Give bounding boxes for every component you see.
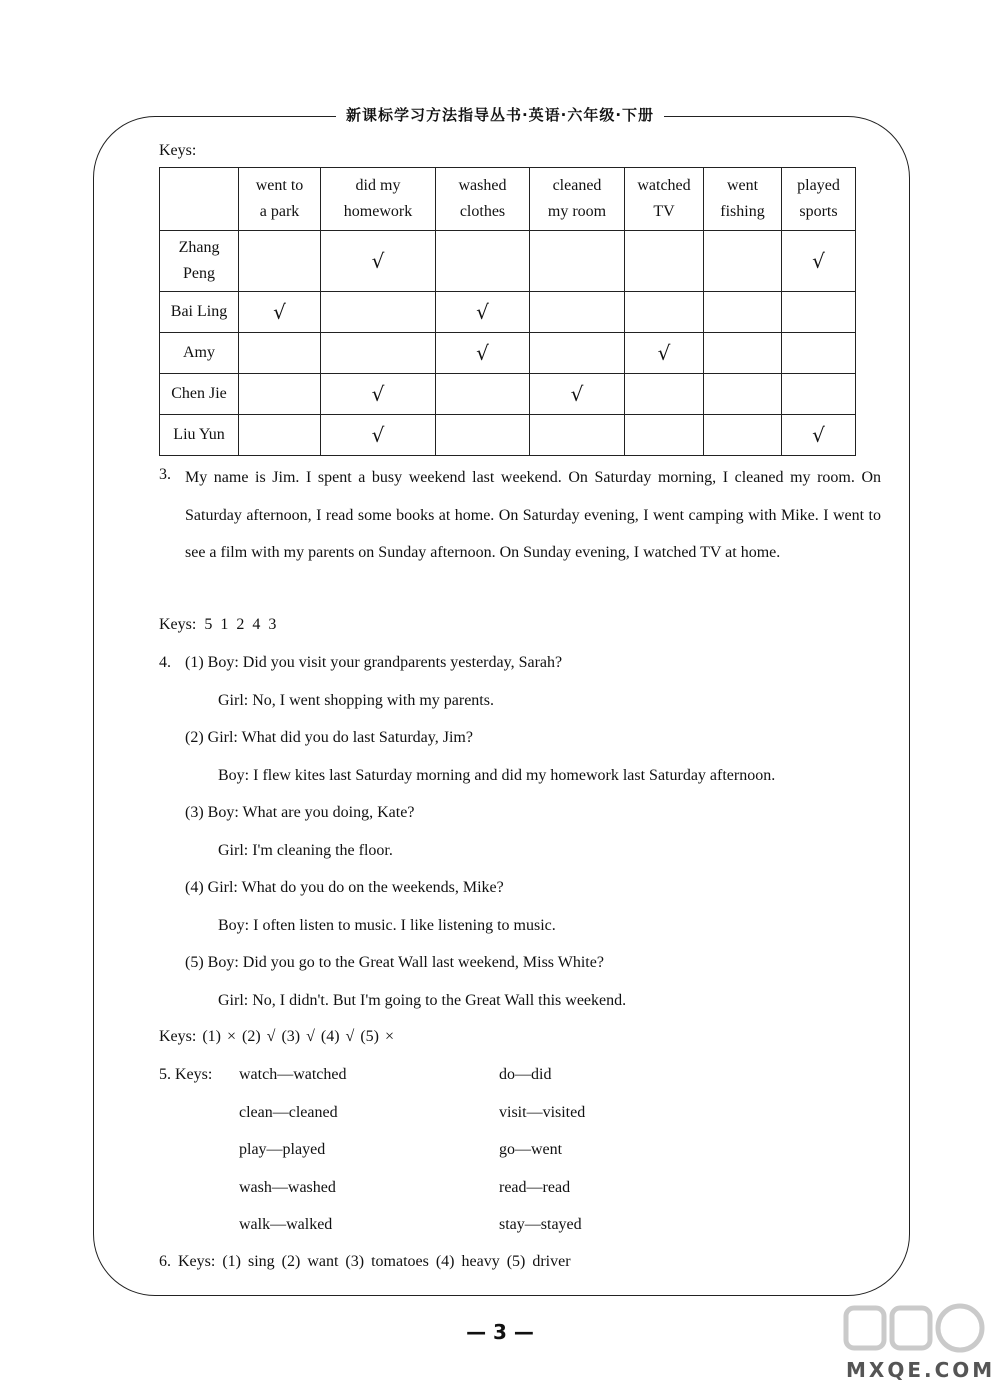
table-row [160,292,856,333]
student-name: Liu Yun [173,426,225,443]
dialogue-text: I often listen to music. I like listening to music. [253,916,556,934]
table-keys-label: Keys: [159,142,197,159]
column-header [782,168,856,231]
speaker-label: (1) Boy: [185,654,243,671]
empty-cell [321,333,436,374]
dialogue-line [185,729,473,747]
speaker-label: Girl: [218,691,253,709]
check-mark-cell: √ [239,292,321,333]
column-header-line: played [797,177,840,194]
verb-pair: visit—visited [499,1103,586,1121]
verb-pair: watch—watched [239,1066,347,1083]
empty-cell [625,292,704,333]
verb-pair: go—went [499,1141,563,1158]
q6-keys: 6. Keys: (1) sing (2) want (3) tomatoes (4) heavy (5) driver [159,1253,571,1270]
verb-pair: do—did [499,1066,552,1083]
column-header-line: homework [343,203,413,220]
table-row [160,374,856,415]
empty-cell [436,374,530,415]
check-mark-cell: √ [321,415,436,456]
speaker-label: Girl: [218,991,253,1009]
column-header [436,168,530,231]
dialogue-line [185,879,504,897]
verb-pair: play—played [239,1141,326,1158]
student-name: Bai Ling [170,303,228,320]
empty-cell [436,231,530,292]
speaker-label: (3) Boy: [185,804,243,821]
student-name: Amy [183,344,215,361]
q3-keys: Keys: 5 1 2 4 3 [159,616,277,633]
table-header-row [160,168,856,231]
column-header-line: a park [259,203,300,220]
student-name-cell [160,374,239,415]
empty-cell [321,292,436,333]
dialogue-text: Did you go to the Great Wall last weekend, Miss White? [242,954,604,971]
empty-cell [436,415,530,456]
speaker-label: Boy: [218,766,254,784]
watermark-text: MXQE.COM [846,1358,996,1382]
verb-pair: stay—stayed [499,1216,582,1233]
check-mark-cell: √ [321,231,436,292]
dialogue-line [185,654,562,672]
empty-cell [782,374,856,415]
check-mark-cell: √ [782,231,856,292]
table-row [160,415,856,456]
check-mark-cell: √ [625,333,704,374]
q5-label: 5. Keys: [159,1066,213,1083]
empty-cell [530,231,625,292]
column-header-line: washed [458,177,507,194]
empty-cell [530,292,625,333]
column-header-line: cleaned [552,177,602,194]
empty-cell [625,374,704,415]
empty-cell [782,292,856,333]
empty-cell [239,374,321,415]
empty-cell [239,333,321,374]
dialogue-text: No, I went shopping with my parents. [252,691,494,709]
speaker-label: (4) Girl: [185,879,242,896]
empty-cell [625,231,704,292]
q4-keys: Keys: (1) × (2) √ (3) √ (4) √ (5) × [159,1028,394,1045]
student-name: Zhang [178,239,220,256]
check-mark-cell: √ [321,374,436,415]
dialogue-text: What are you doing, Kate? [242,804,415,821]
q3-number: 3. [159,466,171,483]
column-header [239,168,321,231]
column-header-line: clothes [459,203,506,220]
empty-cell [239,231,321,292]
verb-pair: read—read [499,1178,571,1196]
dialogue-line [218,842,393,860]
dialogue-line [218,917,556,935]
q3-passage: My name is Jim. I spent a busy weekend last weekend. On Saturday morning, I cleaned my room. On Saturday afternoon, I read some books at home. On Saturday evening, I went camping with Mike. I went to see a film with my parents on Sunday afternoon. On Sunday evening, I watched TV at home. [185,469,881,561]
dialogue-text: What did you do last Saturday, Jim? [241,729,473,746]
dialogue-text: I'm cleaning the floor. [252,841,393,859]
column-header-line: TV [653,203,675,220]
dialogue-text: I flew kites last Saturday morning and did my homework last Saturday afternoon. [253,766,776,784]
check-mark-cell: √ [436,333,530,374]
check-mark-cell: √ [782,415,856,456]
empty-cell [704,333,782,374]
verb-pair: walk—walked [239,1216,333,1233]
verb-pair: clean—cleaned [239,1103,338,1121]
dialogue-text: What do you do on the weekends, Mike? [241,879,504,896]
dialogue-text: No, I didn't. But I'm going to the Great Wall this weekend. [252,991,627,1009]
empty-cell [704,292,782,333]
dialogue-line [218,992,626,1010]
student-name-cell [160,415,239,456]
q4-number: 4. [159,654,171,671]
speaker-label: Boy: [218,916,254,934]
speaker-label: (5) Boy: [185,954,243,971]
column-header [704,168,782,231]
column-header-line: fishing [720,203,765,220]
check-mark-cell: √ [530,374,625,415]
dialogue-line [218,767,775,785]
dialogue-text: Did you visit your grandparents yesterday, Sarah? [242,654,563,671]
dialogue-line [218,692,494,710]
column-header-line: went to [255,177,304,194]
empty-cell [782,333,856,374]
student-name: Chen Jie [171,385,227,402]
dialogue-line [185,804,414,822]
column-header-line: did my [355,177,401,194]
check-mark-cell: √ [436,292,530,333]
page-number: — 3 — [466,1320,534,1344]
student-name-cell [160,333,239,374]
column-header-line: watched [637,177,691,194]
empty-cell [704,374,782,415]
answer-table [159,167,856,456]
empty-cell [625,415,704,456]
column-header-line: went [726,177,759,194]
empty-cell [530,333,625,374]
student-name-cell [160,231,239,292]
empty-cell [704,415,782,456]
running-header: 新课标学习方法指导丛书·英语·六年级·下册 [0,104,1000,125]
speaker-label: Girl: [218,841,253,859]
column-header-line: my room [547,203,607,220]
student-name: Peng [183,265,215,282]
table-row [160,231,856,292]
empty-cell [239,415,321,456]
speaker-label: (2) Girl: [185,729,242,746]
column-header [530,168,625,231]
empty-cell [704,231,782,292]
table-corner-cell [160,168,239,231]
table-row [160,333,856,374]
empty-cell [530,415,625,456]
dialogue-line [185,954,604,972]
column-header [321,168,436,231]
verb-pair: wash—washed [239,1178,336,1196]
column-header-line: sports [799,203,838,220]
student-name-cell [160,292,239,333]
column-header [625,168,704,231]
